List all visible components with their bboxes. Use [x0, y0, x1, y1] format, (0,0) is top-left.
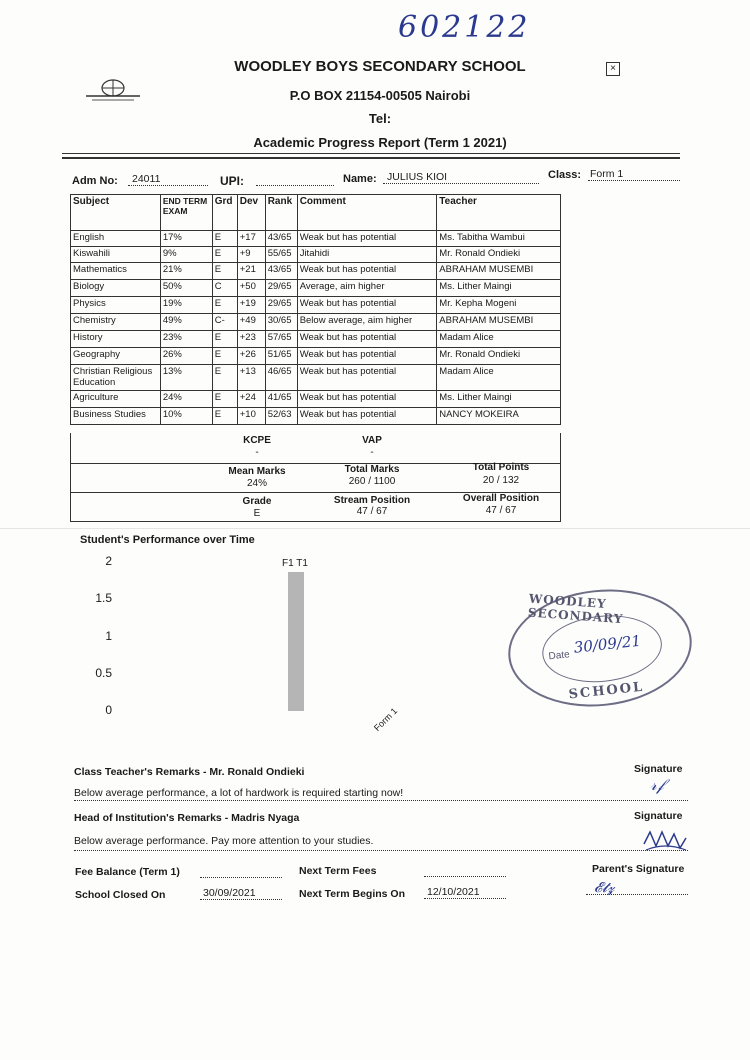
score-cell: 13%	[160, 365, 212, 391]
rank-cell: 46/65	[265, 365, 297, 391]
total-points-label: Total Points	[472, 462, 530, 473]
teacher-cell: Ms. Lither Maingi	[437, 280, 561, 297]
score-cell: 24%	[160, 391, 212, 408]
col-header-exam: END TERM EXAM	[160, 195, 212, 231]
rank-cell: 41/65	[265, 391, 297, 408]
y-tick-label: 0.5	[95, 665, 112, 680]
score-cell: 21%	[160, 263, 212, 280]
chart-title: Student's Performance over Time	[80, 534, 255, 546]
comment-cell: Below average, aim higher	[297, 314, 437, 331]
col-header-subject: Subject	[71, 195, 161, 231]
rank-cell: 43/65	[265, 231, 297, 247]
teacher-cell: NANCY MOKEIRA	[437, 408, 561, 425]
kcpe-label: KCPE	[243, 435, 271, 446]
grade-cell: E	[212, 247, 237, 263]
teacher-cell: Mr. Kepha Mogeni	[437, 297, 561, 314]
adm-no-value: 24011	[128, 173, 208, 186]
parent-signature: 𝓔𝓽𝔃	[594, 880, 615, 896]
school-tel: Tel:	[368, 111, 392, 126]
comment-cell: Weak but has potential	[297, 231, 437, 247]
score-cell: 17%	[160, 231, 212, 247]
score-cell: 23%	[160, 331, 212, 348]
stream-position-value: 47 / 67	[356, 506, 388, 517]
header-divider	[62, 157, 680, 159]
grade-label: Grade	[242, 496, 272, 507]
col-header-dev: Dev	[237, 195, 265, 231]
rank-cell: 29/65	[265, 280, 297, 297]
grade-cell: E	[212, 408, 237, 425]
teacher-cell: Madam Alice	[437, 331, 561, 348]
close-icon[interactable]: ×	[606, 62, 620, 76]
comment-cell: Weak but has potential	[297, 391, 437, 408]
school-stamp	[502, 581, 697, 716]
y-tick-label: 2	[105, 554, 112, 568]
class-label: Class:	[548, 169, 582, 181]
rank-cell: 57/65	[265, 331, 297, 348]
school-logo-icon	[82, 76, 144, 102]
upi-value	[256, 173, 334, 186]
dev-cell: +17	[237, 231, 265, 247]
dev-cell: +23	[237, 331, 265, 348]
table-row	[71, 263, 561, 280]
dev-cell: +26	[237, 348, 265, 365]
vap-value: -	[370, 447, 374, 458]
table-row	[71, 365, 561, 391]
head-remarks-text: Below average performance. Pay more attention to your studies.	[74, 835, 688, 851]
rank-cell: 51/65	[265, 348, 297, 365]
teacher-cell: Mr. Ronald Ondieki	[437, 247, 561, 263]
total-points-value: 20 / 132	[482, 475, 520, 486]
table-row	[71, 391, 561, 408]
next-term-begins-label: Next Term Begins On	[299, 888, 405, 900]
subject-cell: English	[71, 231, 161, 247]
teacher-cell: Madam Alice	[437, 365, 561, 391]
name-label: Name:	[343, 173, 377, 185]
grade-cell: E	[212, 348, 237, 365]
series-label: F1 T1	[282, 558, 308, 569]
table-row	[71, 408, 561, 425]
y-tick-label: 1	[105, 628, 112, 643]
fee-balance-value	[200, 864, 282, 878]
grade-cell: E	[212, 297, 237, 314]
dev-cell: +9	[237, 247, 265, 263]
head-remarks-label: Head of Institution's Remarks - Madris Nyaga	[74, 812, 300, 824]
total-marks-value: 260 / 1100	[348, 476, 396, 487]
fee-balance-label: Fee Balance (Term 1)	[75, 866, 180, 878]
score-cell: 19%	[160, 297, 212, 314]
subject-cell: Agriculture	[71, 391, 161, 408]
dev-cell: +19	[237, 297, 265, 314]
score-cell: 50%	[160, 280, 212, 297]
stamp-top-text: WOODLEY SECONDARY	[527, 591, 624, 627]
teacher-cell: Mr. Ronald Ondieki	[437, 348, 561, 365]
table-row	[71, 348, 561, 365]
grade-cell: E	[212, 365, 237, 391]
school-name: WOODLEY BOYS SECONDARY SCHOOL	[234, 58, 526, 75]
page-fold-line	[0, 528, 750, 529]
grade-cell: E	[212, 263, 237, 280]
subject-cell: Physics	[71, 297, 161, 314]
grade-cell: C	[212, 280, 237, 297]
table-row	[71, 247, 561, 263]
col-header-rank: Rank	[265, 195, 297, 231]
stamp-bottom-text: SCHOOL	[567, 679, 645, 703]
dev-cell: +50	[237, 280, 265, 297]
score-cell: 9%	[160, 247, 212, 263]
comment-cell: Weak but has potential	[297, 348, 437, 365]
teacher-cell: ABRAHAM MUSEMBI	[437, 263, 561, 280]
comment-cell: Jitahidi	[297, 247, 437, 263]
school-closed-label: School Closed On	[75, 889, 166, 901]
rank-cell: 55/65	[265, 247, 297, 263]
table-row	[71, 297, 561, 314]
teacher-cell: ABRAHAM MUSEMBI	[437, 314, 561, 331]
score-cell: 10%	[160, 408, 212, 425]
table-row	[71, 331, 561, 348]
score-cell: 49%	[160, 314, 212, 331]
subject-cell: Kiswahili	[71, 247, 161, 263]
parent-signature-line	[586, 894, 688, 895]
table-row	[71, 280, 561, 297]
marks-summary-box	[70, 464, 561, 493]
dev-cell: +10	[237, 408, 265, 425]
grade-cell: E	[212, 231, 237, 247]
col-header-grade: Grd	[212, 195, 237, 231]
teacher-cell: Ms. Tabitha Wambui	[437, 231, 561, 247]
dev-cell: +13	[237, 365, 265, 391]
comment-cell: Average, aim higher	[297, 280, 437, 297]
class-teacher-signature-label: Signature	[634, 763, 683, 775]
header-divider	[62, 153, 680, 154]
subject-cell: Geography	[71, 348, 161, 365]
comment-cell: Weak but has potential	[297, 297, 437, 314]
overall-position-value: 47 / 67	[485, 505, 517, 516]
total-marks-label: Total Marks	[344, 464, 400, 475]
dev-cell: +24	[237, 391, 265, 408]
class-teacher-signature: 𝓇𝒻	[650, 775, 664, 794]
next-term-fees-label: Next Term Fees	[299, 865, 377, 877]
comment-cell: Weak but has potential	[297, 365, 437, 391]
stamp-date-value: 30/09/21	[572, 631, 642, 657]
score-cell: 26%	[160, 348, 212, 365]
position-summary-box	[70, 493, 561, 522]
upi-label: UPI:	[220, 174, 244, 188]
table-header-row	[71, 195, 561, 231]
comment-cell: Weak but has potential	[297, 331, 437, 348]
student-name-value: JULIUS KIOI	[383, 171, 539, 184]
grade-cell: E	[212, 331, 237, 348]
grade-value: E	[253, 508, 261, 519]
subject-cell: Biology	[71, 280, 161, 297]
head-signature-label: Signature	[634, 810, 683, 822]
next-term-begins-value: 12/10/2021	[424, 886, 506, 899]
school-address: P.O BOX 21154-00505 Nairobi	[289, 88, 471, 103]
kcpe-vap-box	[70, 433, 561, 464]
adm-label: Adm No:	[72, 175, 118, 187]
dev-cell: +21	[237, 263, 265, 280]
grade-cell: E	[212, 391, 237, 408]
subject-cell: Mathematics	[71, 263, 161, 280]
stamp-date-label: Date	[548, 649, 571, 663]
class-teacher-remarks-text: Below average performance, a lot of hardwork is required starting now!	[74, 787, 688, 801]
rank-cell: 52/63	[265, 408, 297, 425]
col-header-comment: Comment	[297, 195, 437, 231]
table-row	[71, 231, 561, 247]
class-value: Form 1	[588, 168, 680, 181]
mean-marks-value: 24%	[246, 478, 267, 489]
y-tick-label: 0	[105, 703, 112, 717]
dev-cell: +49	[237, 314, 265, 331]
rank-cell: 30/65	[265, 314, 297, 331]
subject-cell: Business Studies	[71, 408, 161, 425]
comment-cell: Weak but has potential	[297, 263, 437, 280]
vap-label: VAP	[362, 435, 382, 446]
rank-cell: 43/65	[265, 263, 297, 280]
school-closed-value: 30/09/2021	[200, 887, 282, 900]
next-term-fees-value	[424, 863, 506, 877]
subject-cell: Chemistry	[71, 314, 161, 331]
teacher-cell: Ms. Lither Maingi	[437, 391, 561, 408]
grade-cell: C-	[212, 314, 237, 331]
y-tick-label: 1.5	[95, 591, 112, 606]
parent-signature-label: Parent's Signature	[592, 863, 685, 875]
mean-marks-label: Mean Marks	[228, 466, 286, 477]
results-table	[70, 194, 561, 425]
kcpe-value: -	[255, 447, 259, 458]
stream-position-label: Stream Position	[333, 495, 411, 506]
class-teacher-remarks-label: Class Teacher's Remarks - Mr. Ronald Ondieki	[74, 766, 305, 778]
overall-position-label: Overall Position	[462, 493, 540, 504]
subject-cell: Christian Religious Education	[71, 365, 161, 391]
comment-cell: Weak but has potential	[297, 408, 437, 425]
x-tick-label: Form 1	[372, 705, 400, 734]
bar-f1-t1	[288, 572, 304, 711]
col-header-teacher: Teacher	[437, 195, 561, 231]
handwritten-ref-number: 602122	[398, 10, 531, 45]
report-title: Academic Progress Report (Term 1 2021)	[253, 135, 507, 150]
rank-cell: 29/65	[265, 297, 297, 314]
table-row	[71, 314, 561, 331]
subject-cell: History	[71, 331, 161, 348]
